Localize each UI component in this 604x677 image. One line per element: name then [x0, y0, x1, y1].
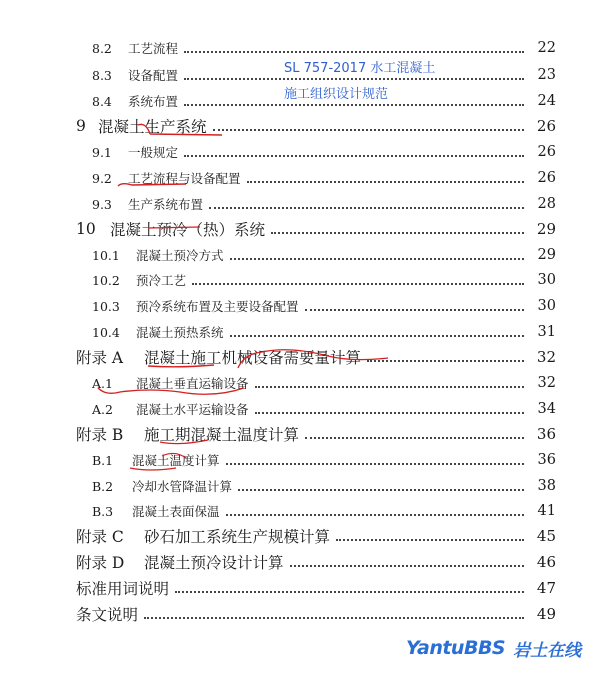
toc-entry-10-3: [0, 294, 604, 318]
dot-leader: [184, 77, 524, 80]
toc-entry-appendix-d: [0, 550, 604, 574]
toc-entry-number: 9.3: [92, 196, 112, 212]
toc-entry-title: 冷却水管降温计算: [132, 479, 233, 494]
toc-entry-number: 10.4: [92, 324, 120, 340]
annotation-line-1: SL 757-2017 水工混凝土: [284, 61, 436, 76]
dot-leader: [367, 359, 524, 362]
toc-entry-title: 混凝土生产系统: [98, 118, 207, 136]
toc-entry-title: 混凝土预冷设计计算: [144, 554, 284, 572]
toc-entry-title: 砂石加工系统生产规模计算: [144, 528, 331, 546]
toc-entry-page: 30: [537, 298, 556, 314]
toc-entry-page: 32: [536, 348, 556, 366]
toc-entry-title: 混凝土施工机械设备需要量计算: [144, 349, 362, 367]
dot-leader: [144, 616, 524, 619]
toc-entry-10-1: [0, 243, 604, 267]
toc-entry-page: 26: [537, 170, 556, 186]
toc-entry-title: 预冷工艺: [136, 273, 187, 288]
toc-entry-number: 10.2: [92, 272, 120, 288]
toc-entry-10-4: [0, 320, 604, 344]
toc-entry-title: 混凝土温度计算: [132, 453, 220, 468]
toc-entry-page: 45: [536, 527, 556, 545]
toc-entry-appendix-b: [0, 422, 604, 446]
toc-entry-clause-explanation: [0, 602, 604, 626]
dot-leader: [290, 564, 524, 567]
toc-entry-b-2: [0, 474, 604, 498]
toc-entry-number: 9: [76, 117, 86, 135]
toc-entry-number: B.2: [92, 478, 114, 494]
dot-leader: [305, 436, 524, 439]
dot-leader: [238, 488, 524, 491]
toc-entry-number: B.1: [92, 452, 114, 468]
toc-entry-9-3: [0, 192, 604, 216]
dot-leader: [230, 257, 524, 260]
toc-entry-number: 10.3: [92, 298, 120, 314]
toc-entry-10: [0, 217, 604, 241]
dot-leader: [184, 103, 524, 106]
toc-entry-title: 设备配置: [128, 68, 179, 83]
toc-entry-appendix-c: [0, 524, 604, 548]
dot-leader: [255, 411, 524, 414]
toc-entry-title: 一般规定: [128, 145, 179, 160]
toc-entry-9-2: [0, 166, 604, 190]
toc-entry-page: 31: [537, 324, 556, 340]
logo-english: YantuBBS: [406, 637, 506, 659]
toc-entry-b-1: [0, 448, 604, 472]
toc-entry-number: A.1: [92, 375, 113, 391]
toc-entry-number: 附录 D: [76, 554, 125, 572]
toc-entry-page: 23: [537, 67, 556, 83]
toc-entry-standard-terms: [0, 576, 604, 600]
logo-chinese: 岩土在线: [513, 640, 582, 661]
toc-entry-page: 29: [537, 247, 556, 263]
toc-entry-page: 46: [536, 553, 556, 571]
dot-leader: [209, 206, 524, 209]
toc-entry-number: 8.2: [92, 40, 112, 56]
toc-entry-title: 混凝土预冷方式: [136, 248, 224, 263]
toc-entry-appendix-a: [0, 345, 604, 369]
toc-entry-number: B.3: [92, 503, 114, 519]
yantubbs-logo: [406, 631, 602, 665]
toc-entry-title: 混凝土预冷（热）系统: [110, 221, 266, 239]
toc-entry-page: 29: [536, 220, 556, 238]
toc-entry-title: 混凝土预热系统: [136, 325, 224, 340]
toc-entry-number: 附录 C: [76, 528, 124, 546]
dot-leader: [184, 50, 524, 53]
toc-entry-title: 预冷系统布置及主要设备配置: [136, 299, 299, 314]
toc-entry-page: 26: [536, 117, 556, 135]
toc-entry-page: 22: [537, 40, 556, 56]
dot-leader: [175, 590, 524, 593]
dot-leader: [305, 308, 524, 311]
toc-entry-number: 8.3: [92, 67, 112, 83]
toc-entry-title: 混凝土水平运输设备: [136, 402, 249, 417]
toc-entry-10-2: [0, 268, 604, 292]
toc-entry-number: 9.2: [92, 170, 112, 186]
dot-leader: [271, 231, 524, 234]
toc-entry-a-2: [0, 397, 604, 421]
toc-entry-title: 施工期混凝土温度计算: [144, 426, 300, 444]
toc-entry-title: 混凝土垂直运输设备: [136, 376, 249, 391]
toc-entry-page: 47: [536, 579, 556, 597]
dot-leader: [213, 128, 524, 131]
annotation-line-2: 施工组织设计规范: [284, 87, 389, 102]
toc-entry-title: 工艺流程: [128, 41, 179, 56]
toc-entry-page: 41: [537, 503, 556, 519]
toc-entry-page: 49: [536, 605, 556, 623]
toc-entry-title: 生产系统布置: [128, 197, 204, 212]
dot-leader: [226, 462, 524, 465]
toc-entry-9: [0, 114, 604, 138]
toc-entry-title: 系统布置: [128, 94, 179, 109]
toc-entry-a-1: [0, 371, 604, 395]
toc-entry-page: 30: [537, 272, 556, 288]
dot-leader: [230, 334, 524, 337]
toc-entry-page: 36: [536, 425, 556, 443]
toc-entry-page: 38: [537, 478, 556, 494]
toc-entry-page: 32: [537, 375, 556, 391]
dot-leader: [226, 513, 524, 516]
toc-entry-title: 标准用词说明: [76, 580, 170, 598]
toc-entry-number: 10: [76, 220, 96, 238]
toc-entry-page: 28: [537, 196, 556, 212]
toc-entry-page: 34: [537, 401, 556, 417]
dot-leader: [184, 154, 524, 157]
toc-entry-number: 10.1: [92, 247, 120, 263]
toc-entry-b-3: [0, 499, 604, 523]
dot-leader: [247, 180, 524, 183]
toc-entry-number: 9.1: [92, 144, 112, 160]
toc-entry-title: 条文说明: [76, 606, 139, 624]
dot-leader: [255, 385, 524, 388]
toc-entry-number: 8.4: [92, 93, 112, 109]
toc-entry-page: 26: [537, 144, 556, 160]
toc-entry-title: 工艺流程与设备配置: [128, 171, 241, 186]
toc-entry-number: A.2: [92, 401, 113, 417]
toc-entry-page: 24: [537, 93, 556, 109]
toc-entry-number: 附录 A: [76, 349, 124, 367]
toc-entry-page: 36: [537, 452, 556, 468]
toc-entry-number: 附录 B: [76, 426, 124, 444]
dot-leader: [336, 538, 524, 541]
toc-entry-title: 混凝土表面保温: [132, 504, 220, 519]
dot-leader: [192, 282, 524, 285]
toc-entry-9-1: [0, 140, 604, 164]
